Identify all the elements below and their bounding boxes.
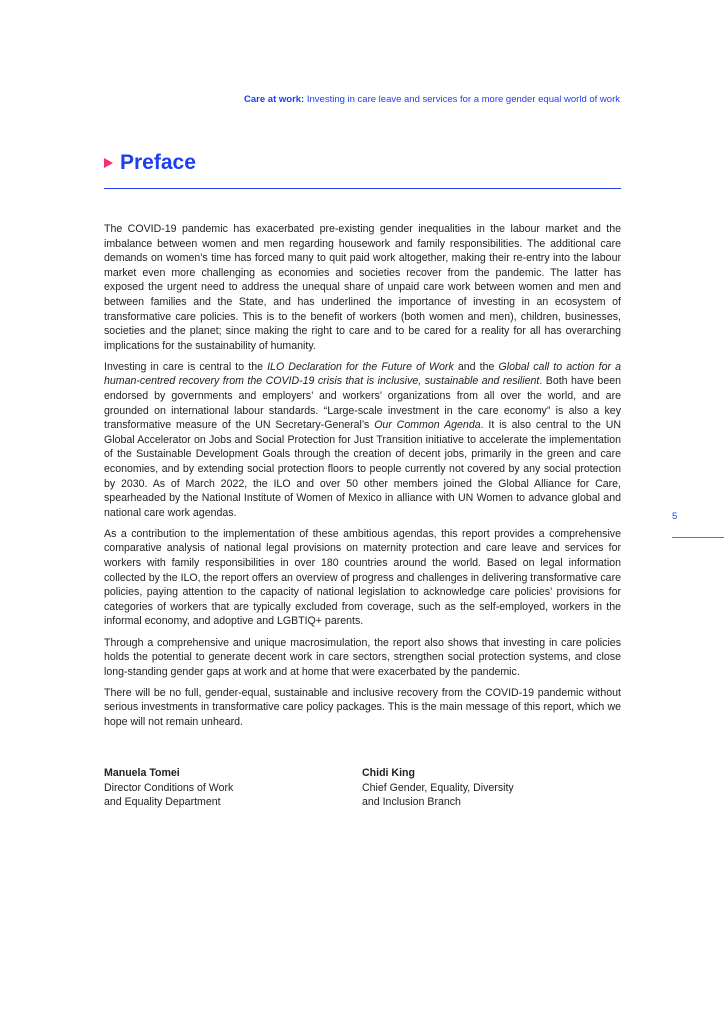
running-head-title: Investing in care leave and services for a more gender equal world of work	[306, 94, 620, 105]
section-title-row	[104, 151, 621, 175]
signatory-block	[362, 766, 620, 810]
body-paragraph	[104, 527, 621, 629]
body-paragraph	[104, 222, 621, 353]
page-number: 5	[672, 511, 678, 522]
body-paragraph	[104, 360, 621, 521]
paragraph-text: . It is also central to the UN Global Accelerator on Jobs and Social Protection for Just Transition initiative to accelerate the implementation of the Sustainable Development Goals through the creation of decent jobs, primarily in the green and care economies, and by extending social protection floors to people currently not covered by any social protection by 2030. As of March 2022, the ILO and over 50 other members joined the Global Alliance for Care, spearheaded by the National Institute of Women of Mexico in alliance with UN Women to advance global and national care work agendas.	[104, 419, 621, 519]
page-number-rule	[672, 537, 724, 538]
signatory-role-line: and Equality Department	[104, 796, 221, 809]
signatory-name: Chidi King	[362, 767, 415, 779]
paragraph-text: The COVID-19 pandemic has exacerbated pre-existing gender inequalities in the labour market and the imbalance between women and men regarding housework and family responsibilities. The additional care demands on women’s time has forced many to quit paid work altogether, making their re-entry into the labour market even more challenging as economies and societies recover from the pandemic. The latter has exposed the urgent need to address the unequal share of unpaid care work between women and men and between families and the State, and has underlined the importance of investing in an ecosystem of transformative care policies. This is to the benefit of workers (both women and men), children, businesses, societies and the planet; since making the right to care and to be cared for a reality for all has overarching implications for the sustainability of humanity.	[104, 223, 621, 352]
running-head-report-label: Care at work:	[244, 94, 305, 105]
signatory-role-line: and Inclusion Branch	[362, 796, 461, 809]
body-paragraph	[104, 686, 621, 730]
signatory-name: Manuela Tomei	[104, 767, 180, 779]
paragraph-text: and the	[453, 360, 499, 373]
paragraph-text: . Both have been endorsed by governments and employers’ and workers’ organizations from all over the world, and are grounded on international labour standards. “Large-scale investment in the care economy” is also a key transformative measure of the UN Secretary-General’s	[104, 375, 621, 432]
body-paragraph	[104, 636, 621, 680]
paragraph-text: Investing in care is central to the	[104, 360, 268, 373]
italic-title-text: Our Common Agenda	[374, 419, 481, 432]
signatory-role-line: Director Conditions of Work	[104, 781, 234, 794]
paragraph-text: There will be no full, gender-equal, sustainable and inclusive recovery from the COVID-19 pandemic without serious investments in transformative care policy packages. This is the main message of this report, which we hope will not remain unheard.	[104, 686, 621, 728]
page-title: Preface	[120, 151, 196, 174]
signatures	[104, 766, 621, 810]
signatory-role-line: Chief Gender, Equality, Diversity	[362, 781, 514, 794]
running-head	[244, 94, 620, 105]
triangle-arrow-icon	[104, 158, 113, 168]
paragraph-text: As a contribution to the implementation of these ambitious agendas, this report provides a comprehensive comparative analysis of national legal provisions on maternity protection and care leave and services for workers with family responsibilities in over 180 countries around the world. Based on legal information collected by the ILO, the report offers an overview of progress and challenges in delivering transformative care policies, paying attention to the capacity of national legislation to acknowledge care policies’ provisions for categories of workers that are typically excluded from coverage, such as the self-employed, workers in the informal economy, and adoptive and LGBTIQ+ parents.	[104, 527, 621, 628]
signatory-block	[104, 766, 362, 810]
title-divider	[104, 188, 621, 189]
italic-title-text: Global call to action for a human-centred recovery from the COVID-19 crisis that is inclusive, sustainable and resilient	[104, 360, 621, 388]
preface-body	[104, 222, 621, 736]
italic-title-text: ILO Declaration for the Future of Work	[267, 360, 454, 373]
paragraph-text: Through a comprehensive and unique macrosimulation, the report also shows that investing in care policies holds the potential to generate decent work in care sectors, strengthen social protection systems, and close long-standing gender gaps at work and at home that were exacerbated by the pandemic.	[104, 636, 621, 678]
